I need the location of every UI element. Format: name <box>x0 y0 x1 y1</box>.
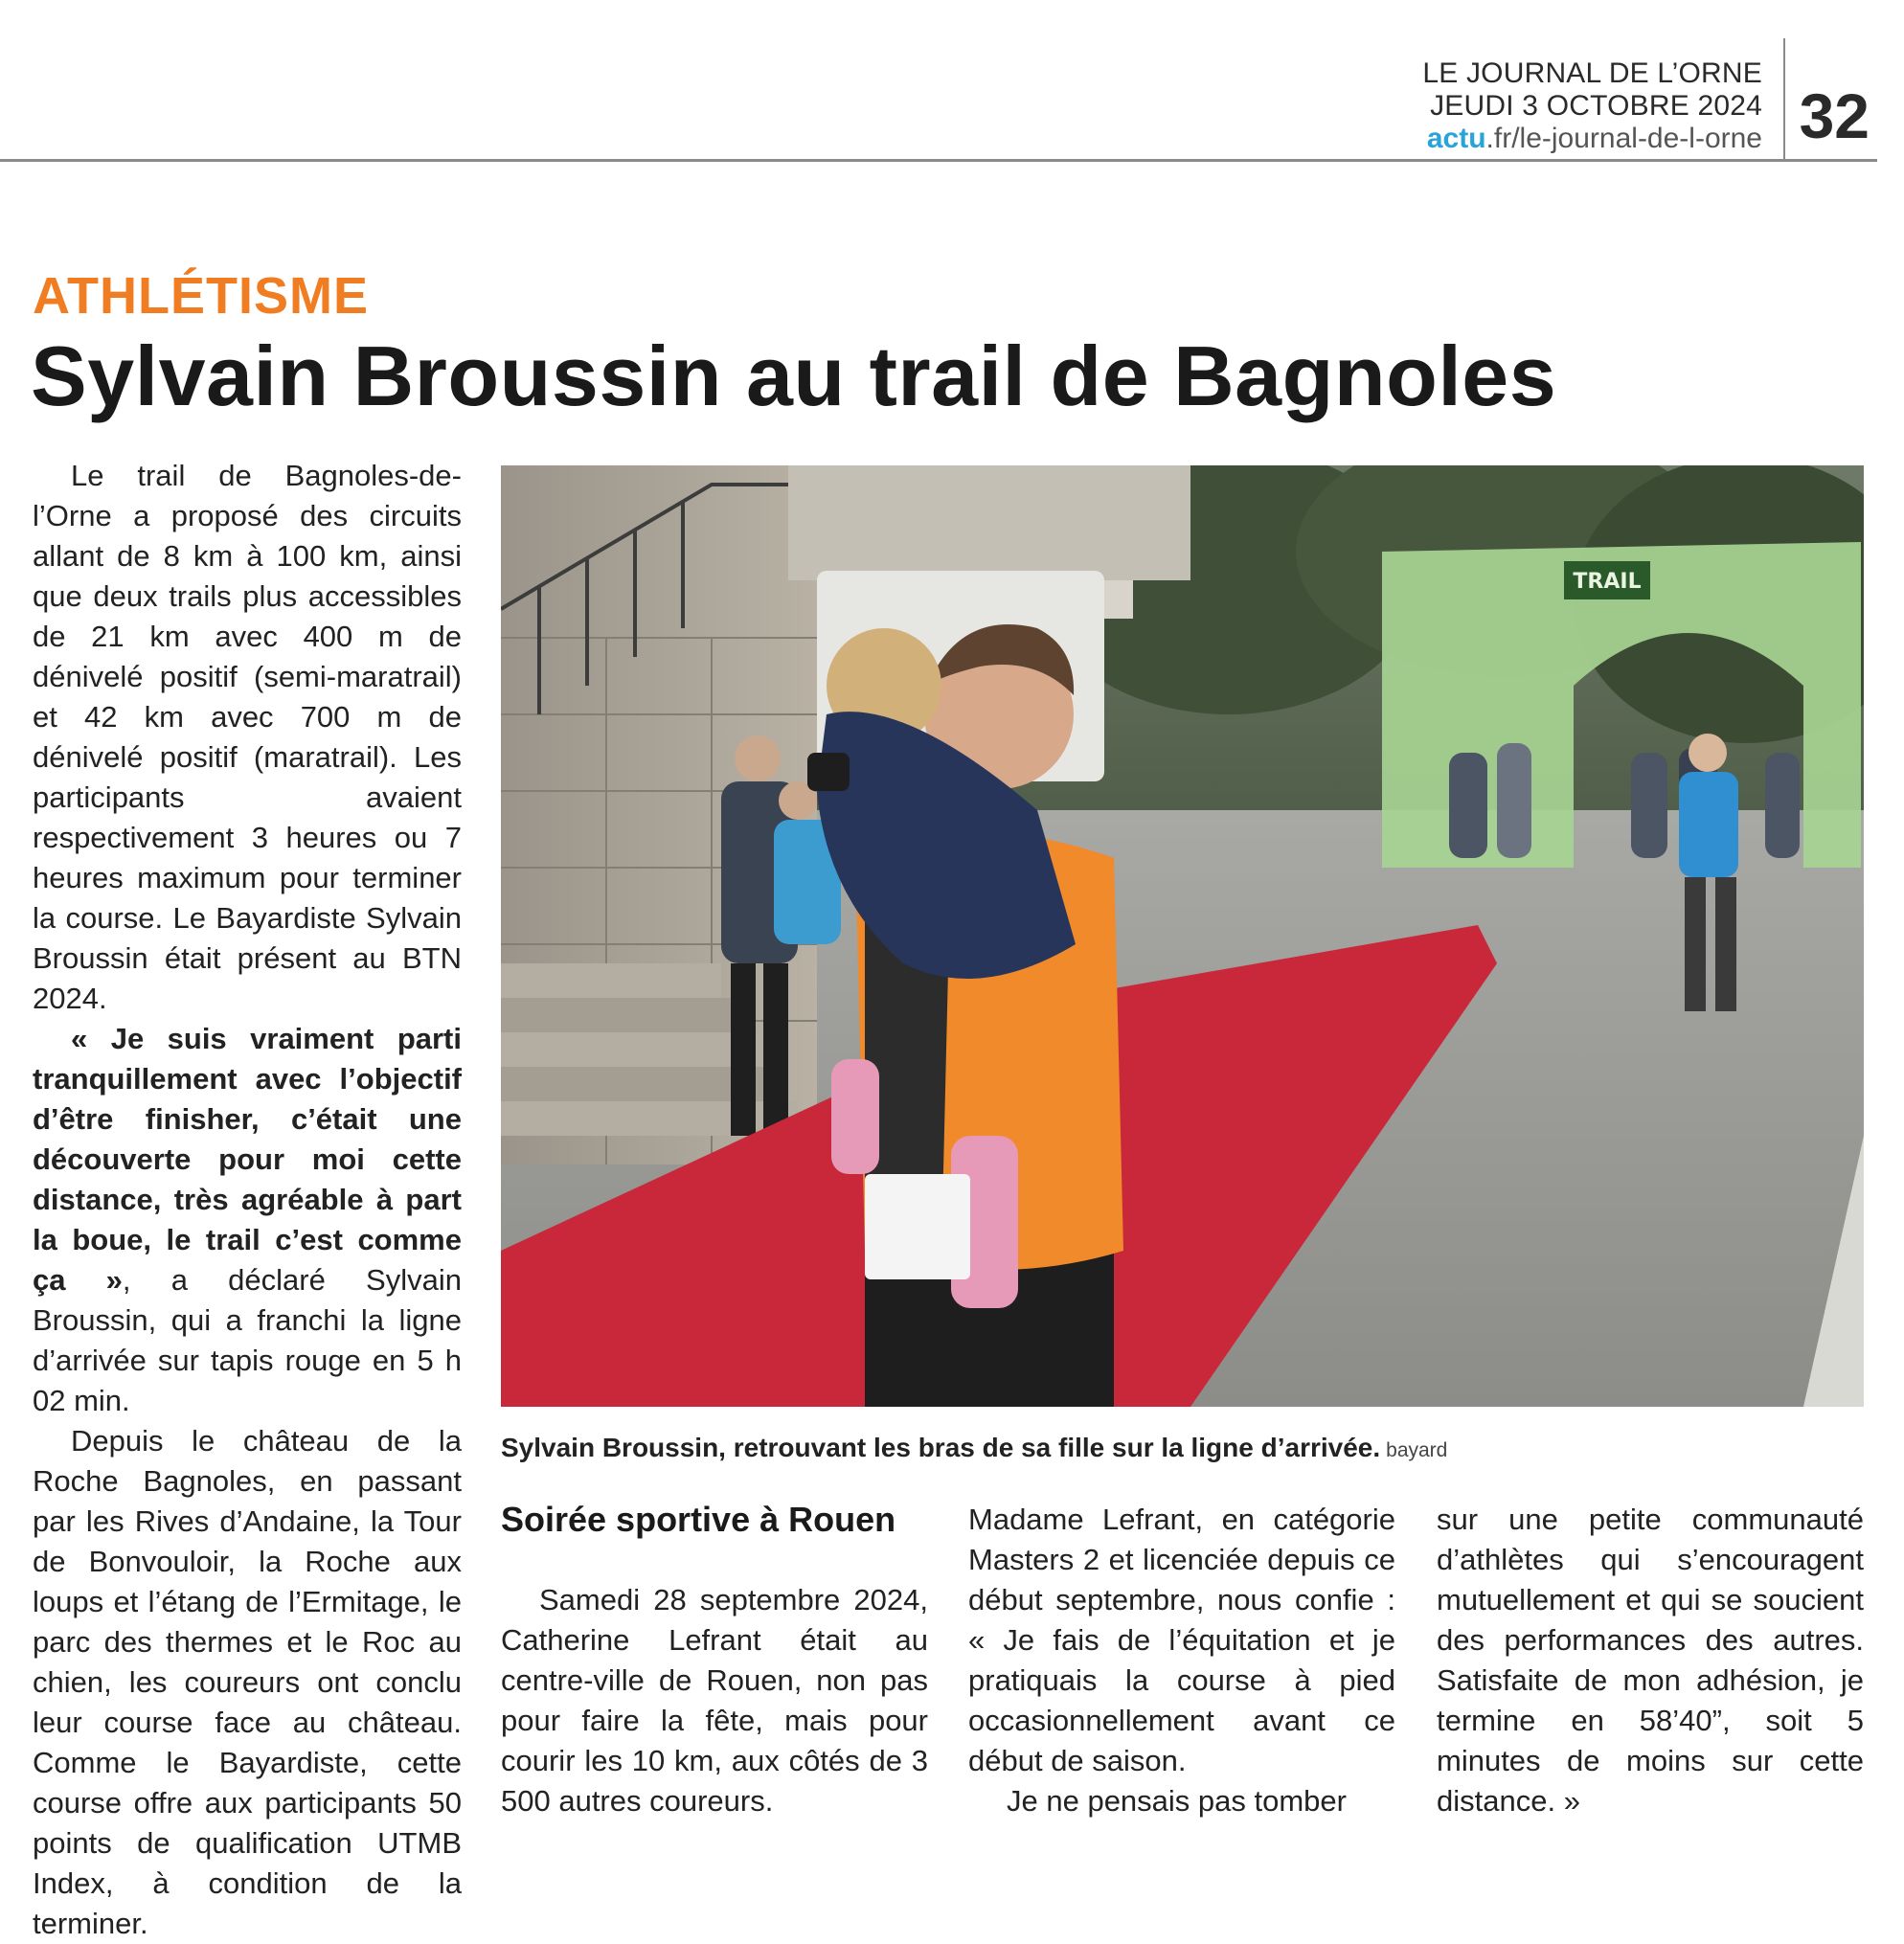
article-paragraph-3: Depuis le château de la Roche Bagnoles, en passant par les Rives d’Andaine, la Tour de Bonvouloir, la Roche aux loups et l’étang de l’Ermitage, le parc des thermes et le Roc au chien, les coureurs ont conclu leur course face au château. Comme le Bayardiste, cette course offre aux participants 50 points de qualification UTMB Index, à condition de la terminer. <box>33 1424 462 1940</box>
article-headline: Sylvain Broussin au trail de Bagnoles <box>31 328 1557 423</box>
caption-text: Sylvain Broussin, retrouvant les bras de sa fille sur la ligne d’arrivée. <box>501 1433 1381 1462</box>
sidebar-paragraph-3: Je ne pensais pas tomber <box>1007 1784 1347 1818</box>
finish-line-photo <box>501 465 1864 1407</box>
sidebar-column-1 <box>501 1580 928 1821</box>
article-body-left <box>33 456 462 1944</box>
photo-race-bib <box>865 1174 970 1279</box>
article-photo <box>501 465 1864 1407</box>
publication-date: JEUDI 3 OCTOBRE 2024 <box>1430 90 1762 122</box>
photo-caption <box>501 1433 1447 1463</box>
article-quote-attribution: , a déclaré Sylvain Broussin, qui a franchi la ligne d’arrivée sur tapis rouge en 5 h 02 min. <box>33 1263 462 1417</box>
sidebar-paragraph-1: Samedi 28 septembre 2024, Catherine Lefrant était au centre-ville de Rouen, non pas pour faire la fête, mais pour courir les 10 km, aux côtés de 3 500 autres coureurs. <box>501 1583 928 1818</box>
sidebar-headline: Soirée sportive à Rouen <box>501 1500 896 1539</box>
publication-url[interactable] <box>1422 123 1762 155</box>
photo-credit: bayard <box>1386 1439 1448 1461</box>
sidebar-paragraph-4: sur une petite communauté d’athlètes qui s’encouragent mutuellement et qui se soucient des performances des autres. Satisfaite de mon adhésion, je termine en 58’40”, soit 5 minutes de moins sur cette distance. » <box>1437 1503 1864 1818</box>
masthead-info <box>1422 57 1762 155</box>
sidebar-paragraph-2: Madame Lefrant, en catégorie Masters 2 et licenciée depuis ce début septembre, nous confie : « Je fais de l’équitation et je pratiquais la course à pied occasionnellement avant ce début de saison. <box>968 1503 1395 1777</box>
sidebar-column-3 <box>1437 1500 1864 1821</box>
url-brand: actu <box>1426 123 1486 154</box>
masthead <box>0 0 1877 165</box>
photo-arch-sign: TRAIL <box>1573 570 1642 594</box>
sidebar-column-2 <box>968 1500 1395 1821</box>
page-number: 32 <box>1799 80 1870 151</box>
section-kicker: ATHLÉTISME <box>33 267 369 325</box>
url-path: .fr/le-journal-de-l-orne <box>1485 123 1762 154</box>
article-paragraph-1: Le trail de Bagnoles-de-l’Orne a proposé des circuits allant de 8 km à 100 km, ainsi que deux trails plus accessibles de 21 km avec 400 m de dénivelé positif (semi-maratrail) et 42 km avec 700 m de dénivelé positif (maratrail). Les participants avaient respectivement 3 heures ou 7 heures maximum pour terminer la course. Le Bayardiste Sylvain Broussin était présent au BTN 2024. <box>33 459 462 1015</box>
masthead-rule <box>0 159 1877 162</box>
publication-name: LE JOURNAL DE L’ORNE <box>1422 57 1762 89</box>
masthead-divider <box>1783 38 1785 159</box>
article-paragraph-2 <box>33 1019 462 1421</box>
article-quote: « Je suis vraiment parti tranquillement avec l’objectif d’être finisher, c’était une découverte pour moi cette distance, très agréable à part la boue, le trail c’est comme ça » <box>33 1022 462 1297</box>
